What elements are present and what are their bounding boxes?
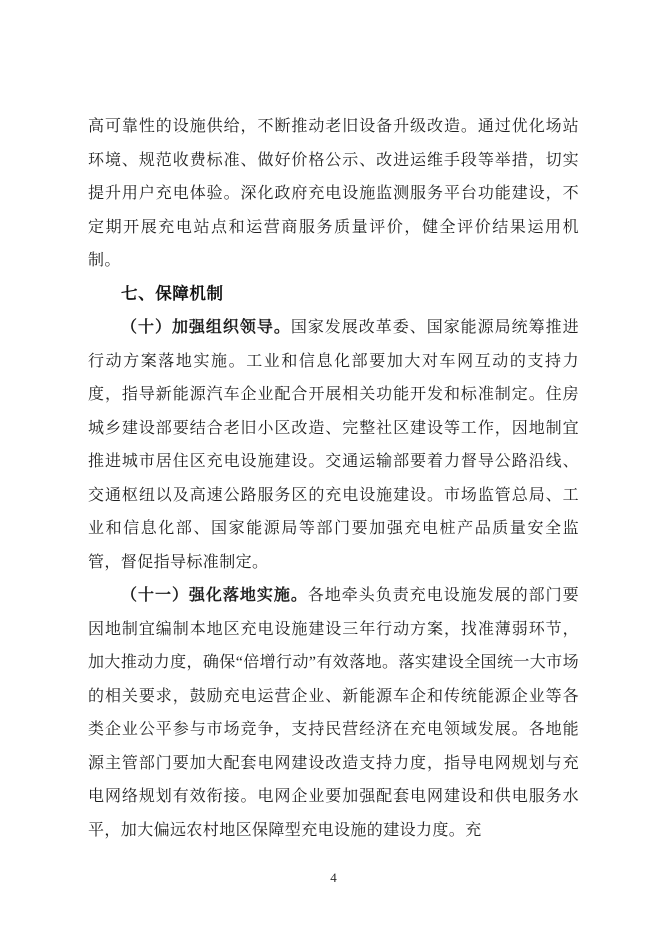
page-number: 4: [330, 870, 337, 885]
text-block: [88, 110, 579, 847]
paragraph-item-eleven: [88, 579, 579, 847]
paragraph-continuation: [88, 110, 579, 278]
paragraph-lead: （十一）强化落地实施。: [121, 587, 308, 604]
paragraph-lead: （十）加强组织领导。: [121, 319, 291, 336]
section-heading: 七、保障机制: [121, 284, 224, 303]
paragraph-text: 高可靠性的设施供给，不断推动老旧设备升级改造。通过优化场站环境、规范收费标准、做好价格公示、改进运维手段等举措，切实提升用户充电体验。深化政府充电设施监测服务平台功能建设，不定期开展充电站点和运营商服务质量评价，健全评价结果运用机制。: [88, 118, 579, 269]
paragraph-text: 各地牵头负责充电设施发展的部门要因地制宜编制本地区充电设施建设三年行动方案，找准薄弱环节，加大推动力度，确保“倍增行动”有效落地。落实建设全国统一大市场的相关要求，鼓励充电运营企业、新能源车企和传统能源企业等各类企业公平参与市场竞争，支持民营经济在充电领域发展。各地能源主管部门要加大配套电网建设改造支持力度，指导电网规划与充电网络规划有效衔接。电网企业要加强配套电网建设和供电服务水平，加大偏远农村地区保障型充电设施的建设力度。充: [88, 587, 579, 839]
paragraph-item-ten: [88, 311, 579, 579]
paragraph-text: 国家发展改革委、国家能源局统筹推进行动方案落地实施。工业和信息化部要加大对车网互动的支持力度，指导新能源汽车企业配合开展相关功能开发和标准制定。住房城乡建设部要结合老旧小区改造、完整社区建设等工作，因地制宜推进城市居住区充电设施建设。交通运输部要着力督导公路沿线、交通枢纽以及高速公路服务区的充电设施建设。市场监管总局、工业和信息化部、国家能源局等部门要加强充电桩产品质量安全监管，督促指导标准制定。: [88, 319, 579, 571]
